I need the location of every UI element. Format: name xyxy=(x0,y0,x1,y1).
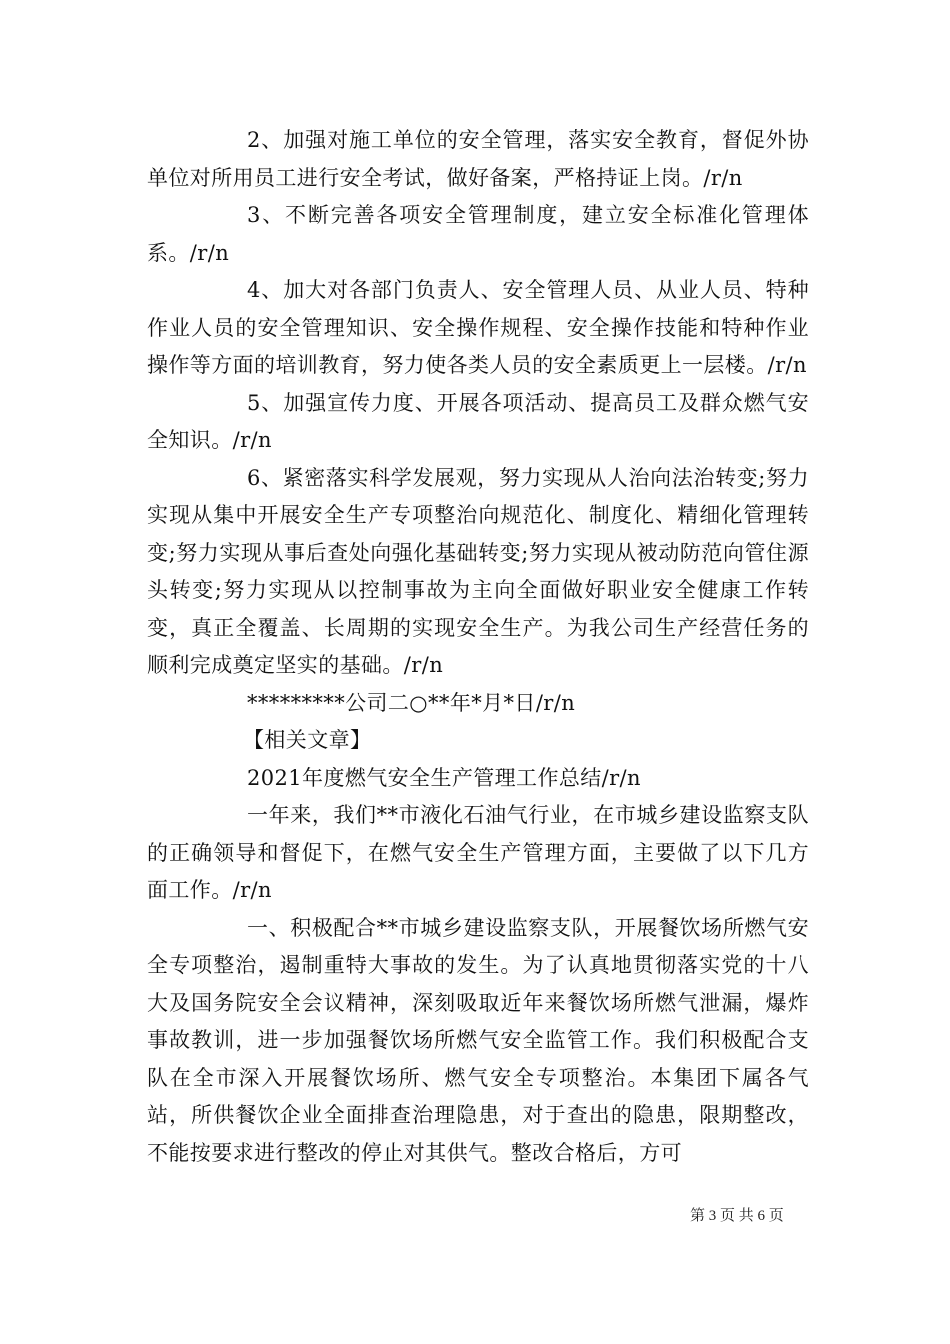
related-articles-heading: 【相关文章】 xyxy=(243,728,372,752)
document-body xyxy=(147,122,809,1172)
paragraph-item-3: 3、不断完善各项安全管理制度，建立安全标准化管理体系。/r/n xyxy=(147,203,809,265)
summary-section-one-paragraph: 一、积极配合**市城乡建设监察支队，开展餐饮场所燃气安全专项整治，遏制重特大事故的发生。为了认真地贯彻落实党的十八大及国务院安全会议精神，深刻吸取近年来餐饮场所燃气泄漏，爆炸事故教训，进一步加强餐饮场所燃气安全监管工作。我们积极配合支队在全市深入开展餐饮场所、燃气安全专项整治。本集团下属各气站，所供餐饮企业全面排查治理隐患，对于查出的隐患，限期整改，不能按要求进行整改的停止对其供气。整改合格后，方可 xyxy=(147,915,809,1165)
signature-line: *********公司二○**年*月*日/r/n xyxy=(247,690,576,715)
related-article-title: 2021年度燃气安全生产管理工作总结/r/n xyxy=(247,765,641,790)
page-number-footer: 第 3 页 共 6 页 xyxy=(690,1208,784,1224)
paragraph-item-2: 2、加强对施工单位的安全管理，落实安全教育，督促外协单位对所用员工进行安全考试，做好备案，严格持证上岗。/r/n xyxy=(147,128,809,190)
paragraph-item-5: 5、加强宣传力度、开展各项活动、提高员工及群众燃气安全知识。/r/n xyxy=(147,390,809,452)
paragraph-item-4: 4、加大对各部门负责人、安全管理人员、从业人员、特种作业人员的安全管理知识、安全操作规程、安全操作技能和特种作业操作等方面的培训教育，努力使各类人员的安全素质更上一层楼。/r/n xyxy=(147,278,809,377)
paragraph-item-6: 6、紧密落实科学发展观，努力实现从人治向法治转变;努力实现从集中开展安全生产专项整治向规范化、制度化、精细化管理转变;努力实现从事后查处向强化基础转变;努力实现从被动防范向管住源头转变;努力实现从以控制事故为主向全面做好职业安全健康工作转变，真正全覆盖、长周期的实现安全生产。为我公司生产经营任务的顺利完成奠定坚实的基础。/r/n xyxy=(147,465,809,677)
summary-intro-paragraph: 一年来，我们**市液化石油气行业，在市城乡建设监察支队的正确领导和督促下，在燃气安全生产管理方面，主要做了以下几方面工作。/r/n xyxy=(147,803,809,902)
